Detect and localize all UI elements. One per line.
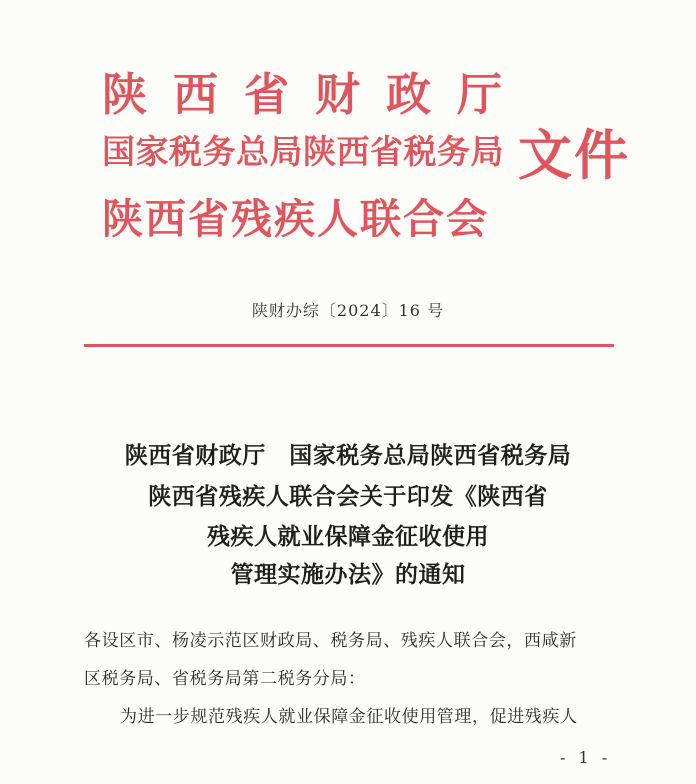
document-type-label: 文件 bbox=[518, 123, 630, 187]
title-line: 陕西省残疾人联合会关于印发《陕西省 bbox=[148, 484, 548, 510]
document-number: 陕财办综〔2024〕16 号 bbox=[251, 301, 445, 320]
page-number: - 1 - bbox=[560, 748, 612, 767]
title-line: 陕西省财政厅 国家税务总局陕西省税务局 bbox=[124, 443, 572, 469]
addressee-line: 区税务局、省税务局第二税务分局： bbox=[84, 669, 366, 689]
body-paragraph: 为进一步规范残疾人就业保障金征收使用管理，促进残疾人 bbox=[120, 707, 578, 727]
title-line: 残疾人就业保障金征收使用 bbox=[207, 524, 489, 550]
issuer-finance-dept: 陕西省财政厅 bbox=[102, 68, 529, 121]
addressee-line: 各设区市、杨凌示范区财政局、税务局、残疾人联合会，西咸新 bbox=[84, 631, 577, 651]
red-divider-line bbox=[84, 344, 614, 347]
issuer-tax-bureau: 国家税务总局陕西省税务局 bbox=[102, 132, 504, 171]
title-line: 管理实施办法》的通知 bbox=[230, 562, 466, 588]
issuer-disabled-persons-federation: 陕西省残疾人联合会 bbox=[102, 195, 489, 243]
